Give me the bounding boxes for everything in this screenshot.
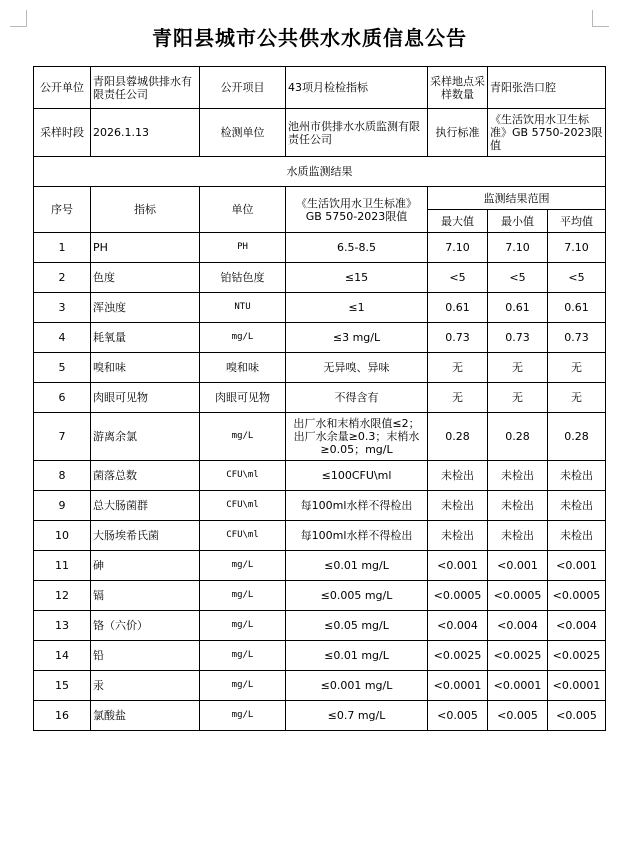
cell-limit: ≤100CFU\ml [286,461,428,491]
cell-min: 7.10 [488,233,548,263]
cell-avg: <5 [548,263,606,293]
cell-limit: ≤0.05 mg/L [286,611,428,641]
cell-no: 14 [34,641,91,671]
cell-avg: <0.0001 [548,671,606,701]
cell-min: <0.005 [488,701,548,731]
cell-limit: ≤0.01 mg/L [286,641,428,671]
header-limit: 《生活饮用水卫生标准》GB 5750-2023限值 [286,187,428,233]
cell-min: <0.0001 [488,671,548,701]
cell-limit: 不得含有 [286,383,428,413]
cell-indicator: 肉眼可见物 [91,383,200,413]
cell-max: 无 [428,353,488,383]
cell-max: 0.28 [428,413,488,461]
cell-unit: CFU\ml [200,521,286,551]
standard-value: 《生活饮用水卫生标准》GB 5750-2023限值 [488,109,606,157]
cell-indicator: 铅 [91,641,200,671]
table-row [34,551,606,581]
unit-value: 池州市供排水水质监测有限责任公司 [286,109,428,157]
cell-limit: ≤0.7 mg/L [286,701,428,731]
cell-indicator: 铬（六价） [91,611,200,641]
cell-min: 0.73 [488,323,548,353]
cell-limit: ≤0.005 mg/L [286,581,428,611]
cell-indicator: 大肠埃希氏菌 [91,521,200,551]
cell-indicator: 耗氧量 [91,323,200,353]
cell-no: 15 [34,671,91,701]
cell-max: 未检出 [428,491,488,521]
cell-min: <0.004 [488,611,548,641]
cell-no: 1 [34,233,91,263]
cell-unit: mg/L [200,323,286,353]
cell-avg: 7.10 [548,233,606,263]
cell-min: <0.001 [488,551,548,581]
table-row [34,611,606,641]
cell-min: 未检出 [488,491,548,521]
cell-max: <0.0025 [428,641,488,671]
header-unit: 单位 [200,187,286,233]
cell-unit: mg/L [200,701,286,731]
cell-limit: 出厂水和末梢水限值≤2；出厂水余量≥0.3；末梢水≥0.05；mg/L [286,413,428,461]
cell-no: 4 [34,323,91,353]
cell-indicator: 砷 [91,551,200,581]
cell-max: <0.0005 [428,581,488,611]
sample-label: 采样地点采样数量 [428,67,488,109]
cell-avg: <0.004 [548,611,606,641]
cell-limit: 无异嗅、异味 [286,353,428,383]
cell-no: 13 [34,611,91,641]
unit-label: 检测单位 [200,109,286,157]
page-title: 青阳县城市公共供水水质信息公告 [152,26,467,50]
cell-unit: mg/L [200,641,286,671]
cell-no: 6 [34,383,91,413]
cell-limit: ≤3 mg/L [286,323,428,353]
header-no: 序号 [34,187,91,233]
cell-unit: PH [200,233,286,263]
table-row [34,413,606,461]
cell-no: 10 [34,521,91,551]
cell-unit: mg/L [200,611,286,641]
table-row [34,233,606,263]
cell-max: <0.005 [428,701,488,731]
cell-indicator: PH [91,233,200,263]
header-avg: 平均值 [548,210,606,233]
cell-unit: NTU [200,293,286,323]
cell-no: 5 [34,353,91,383]
cell-no: 9 [34,491,91,521]
header-min: 最小值 [488,210,548,233]
cell-max: 未检出 [428,461,488,491]
cell-min: <5 [488,263,548,293]
cell-unit: 肉眼可见物 [200,383,286,413]
cell-min: 0.61 [488,293,548,323]
table-row [34,383,606,413]
cell-unit: mg/L [200,551,286,581]
table-row [34,461,606,491]
time-value: 2026.1.13 [91,109,200,157]
cell-max: <5 [428,263,488,293]
table-row [34,671,606,701]
cell-min: <0.0005 [488,581,548,611]
cell-avg: <0.0025 [548,641,606,671]
cell-avg: 未检出 [548,461,606,491]
cell-indicator: 氯酸盐 [91,701,200,731]
cell-max: 7.10 [428,233,488,263]
cell-limit: ≤15 [286,263,428,293]
cell-indicator: 菌落总数 [91,461,200,491]
table-row [34,323,606,353]
cell-no: 11 [34,551,91,581]
cell-avg: 0.28 [548,413,606,461]
header-range: 监测结果范围 [428,187,606,210]
time-label: 采样时段 [34,109,91,157]
header-max: 最大值 [428,210,488,233]
cell-max: <0.004 [428,611,488,641]
header-row-1 [34,187,606,210]
cell-avg: 0.61 [548,293,606,323]
cell-min: 无 [488,383,548,413]
cell-avg: 未检出 [548,521,606,551]
section-title: 水质监测结果 [34,157,606,187]
standard-label: 执行标准 [428,109,488,157]
cell-limit: ≤0.01 mg/L [286,551,428,581]
item-label: 公开项目 [200,67,286,109]
cell-min: 无 [488,353,548,383]
cell-unit: CFU\ml [200,461,286,491]
cell-indicator: 浑浊度 [91,293,200,323]
table-row [34,491,606,521]
cell-limit: 每100ml水样不得检出 [286,491,428,521]
cell-unit: mg/L [200,413,286,461]
cell-max: 0.73 [428,323,488,353]
header-indicator: 指标 [91,187,200,233]
table-row [34,263,606,293]
cell-indicator: 总大肠菌群 [91,491,200,521]
cell-avg: <0.0005 [548,581,606,611]
cell-no: 12 [34,581,91,611]
cell-avg: 无 [548,353,606,383]
cell-max: 无 [428,383,488,413]
cell-no: 2 [34,263,91,293]
cell-indicator: 游离余氯 [91,413,200,461]
cell-no: 7 [34,413,91,461]
table-row [34,521,606,551]
cell-unit: mg/L [200,671,286,701]
cell-avg: 0.73 [548,323,606,353]
cell-avg: <0.005 [548,701,606,731]
cell-indicator: 色度 [91,263,200,293]
cell-indicator: 镉 [91,581,200,611]
cell-min: 0.28 [488,413,548,461]
item-value: 43项月检检指标 [286,67,428,109]
cell-unit: 嗅和味 [200,353,286,383]
cell-no: 16 [34,701,91,731]
section-title-row [34,157,606,187]
cell-min: 未检出 [488,461,548,491]
cell-no: 3 [34,293,91,323]
cell-avg: 无 [548,383,606,413]
cell-no: 8 [34,461,91,491]
table-row [34,293,606,323]
cell-min: <0.0025 [488,641,548,671]
cell-unit: 铂钴色度 [200,263,286,293]
cell-avg: <0.001 [548,551,606,581]
cell-unit: CFU\ml [200,491,286,521]
cell-min: 未检出 [488,521,548,551]
cell-indicator: 嗅和味 [91,353,200,383]
info-row-2 [34,109,606,157]
publisher-label: 公开单位 [34,67,91,109]
cell-unit: mg/L [200,581,286,611]
table-row [34,581,606,611]
cell-max: <0.0001 [428,671,488,701]
cell-limit: 每100ml水样不得检出 [286,521,428,551]
info-row-1 [34,67,606,109]
publisher-value: 青阳县蓉城供排水有限责任公司 [91,67,200,109]
sample-value: 青阳张浩口腔 [488,67,606,109]
cell-limit: ≤1 [286,293,428,323]
water-quality-table [33,66,606,731]
cell-max: 未检出 [428,521,488,551]
cell-indicator: 汞 [91,671,200,701]
cell-limit: 6.5-8.5 [286,233,428,263]
cell-max: <0.001 [428,551,488,581]
cell-limit: ≤0.001 mg/L [286,671,428,701]
cell-avg: 未检出 [548,491,606,521]
table-row [34,353,606,383]
table-row [34,641,606,671]
table-row [34,701,606,731]
cell-max: 0.61 [428,293,488,323]
